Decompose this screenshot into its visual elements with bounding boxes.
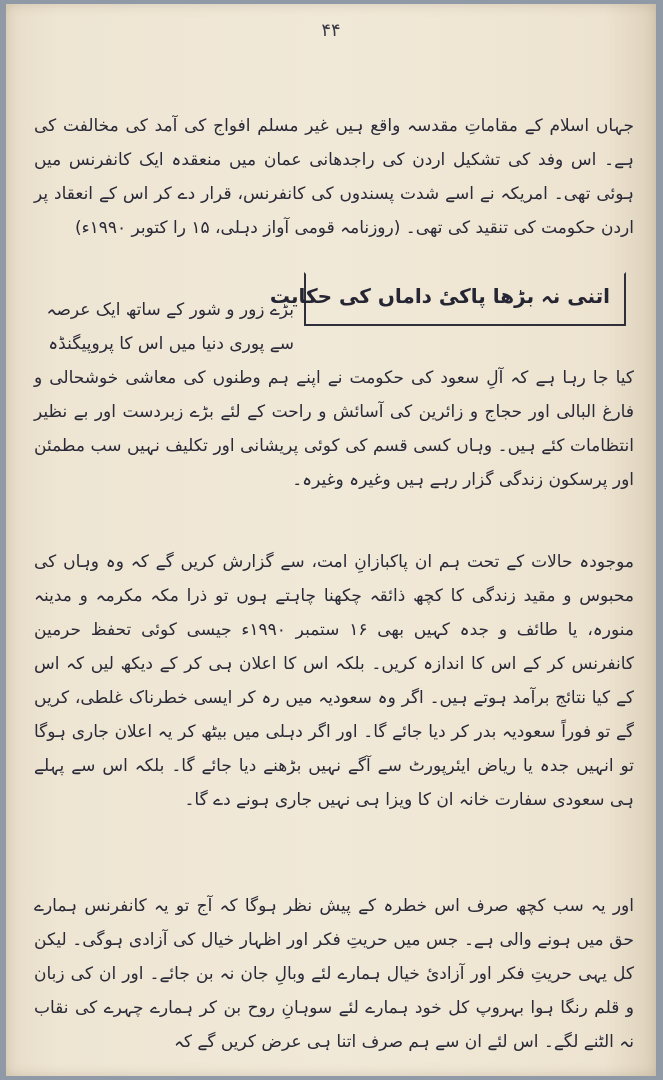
section-heading-box	[269, 272, 626, 326]
section-heading: اتنی نہ بڑھا پاکیٔ داماں کی حکایت	[269, 284, 610, 308]
heading-side-text: بڑے زور و شور کے ساتھ ایک عرصہ سے پوری دنیا میں اس کا پروپیگنڈہ	[46, 300, 294, 354]
paragraph-conclusion: اور یہ سب کچھ صرف اس خطرہ کے پیش نظر ہوگا کہ آج تو یہ کانفرنس ہمارے حق میں ہونے والی ہے۔ جس میں حریتِ فکر اور اظہار خیال کی آزادی ہوگی۔ لیکن کل یہی حریتِ فکر اور آزادیٔ خیال ہمارے لئے وبالِ جان نہ بن جائے۔ اور ان کی زبان و قلم رنگا ہوا بہروپ کل خود ہمارے لئے سوہانِ روح بن کر ہمارے چہرے کی نقاب نہ الٹنے لگے۔ اس لئے ان سے ہم صرف اتنا ہی عرض کریں گے کہ	[34, 896, 634, 1052]
paragraph-intro: جہاں اسلام کے مقاماتِ مقدسہ واقع ہیں غیر مسلم افواج کی آمد کی مخالفت کی ہے۔ اس وفد کی تشکیل اردن کی راجدھانی عمان میں منعقدہ ایک کانفرنس میں ہوئی تھی۔ امریکہ نے اسے شدت پسندوں کی کانفرنس، قرار دے کر اس کے انعقاد پر اردن حکومت کی تنقید کی تھی۔ (روزنامہ قومی آواز دہلی، ۱۵ را کتوبر ۱۹۹۰ء)	[34, 116, 634, 238]
page-number: ۴۴	[321, 20, 341, 41]
paper-sheet	[6, 4, 656, 1076]
paragraph-propaganda: کیا جا رہا ہے کہ آلِ سعود کی حکومت نے اپنے ہم وطنوں کی معاشی خوشحالی و فارغ البالی اور حجاج و زائرین کی آسائش و راحت کے لئے بڑے زبردست اور بے نظیر انتظامات کئے ہیں۔ وہاں کسی قسم کی کوئی پریشانی اور تکلیف نہیں سب مطمئن اور پرسکون زندگی گزار رہے ہیں وغیرہ وغیرہ۔	[34, 368, 634, 490]
paragraph-current-conditions: موجودہ حالات کے تحت ہم ان پاکبازانِ امت، سے گزارش کریں گے کہ وہ وہاں کی محبوس و مقید زندگی کا کچھ ذائقہ چکھنا چاہتے ہوں تو ذرا مکہ مکرمہ و مدینہ منورہ، یا طائف و جدہ کہیں بھی ۱۶ ستمبر ۱۹۹۰ء جیسی کوئی تحفظ حرمین کانفرنس کر کے اس کا اندازہ کریں۔ بلکہ اس کا اعلان ہی کر کے دیکھ لیں کہ اس کے کیا نتائج برآمد ہوتے ہیں۔ اگر وہ سعودیہ میں رہ کر ایسی خطرناک غلطی، کریں گے تو فوراً سعودیہ بدر کر دیا جائے گا۔ اور اگر دہلی میں بیٹھ کر یہ اعلان جاری ہوگا تو انہیں جدہ یا ریاض ایئرپورٹ سے آگے نہیں بڑھنے دیا جائے گا۔ بلکہ اس سے پہلے ہی سعودی سفارت خانہ ان کا ویزا ہی نہیں جاری ہونے دے گا۔	[34, 552, 634, 810]
